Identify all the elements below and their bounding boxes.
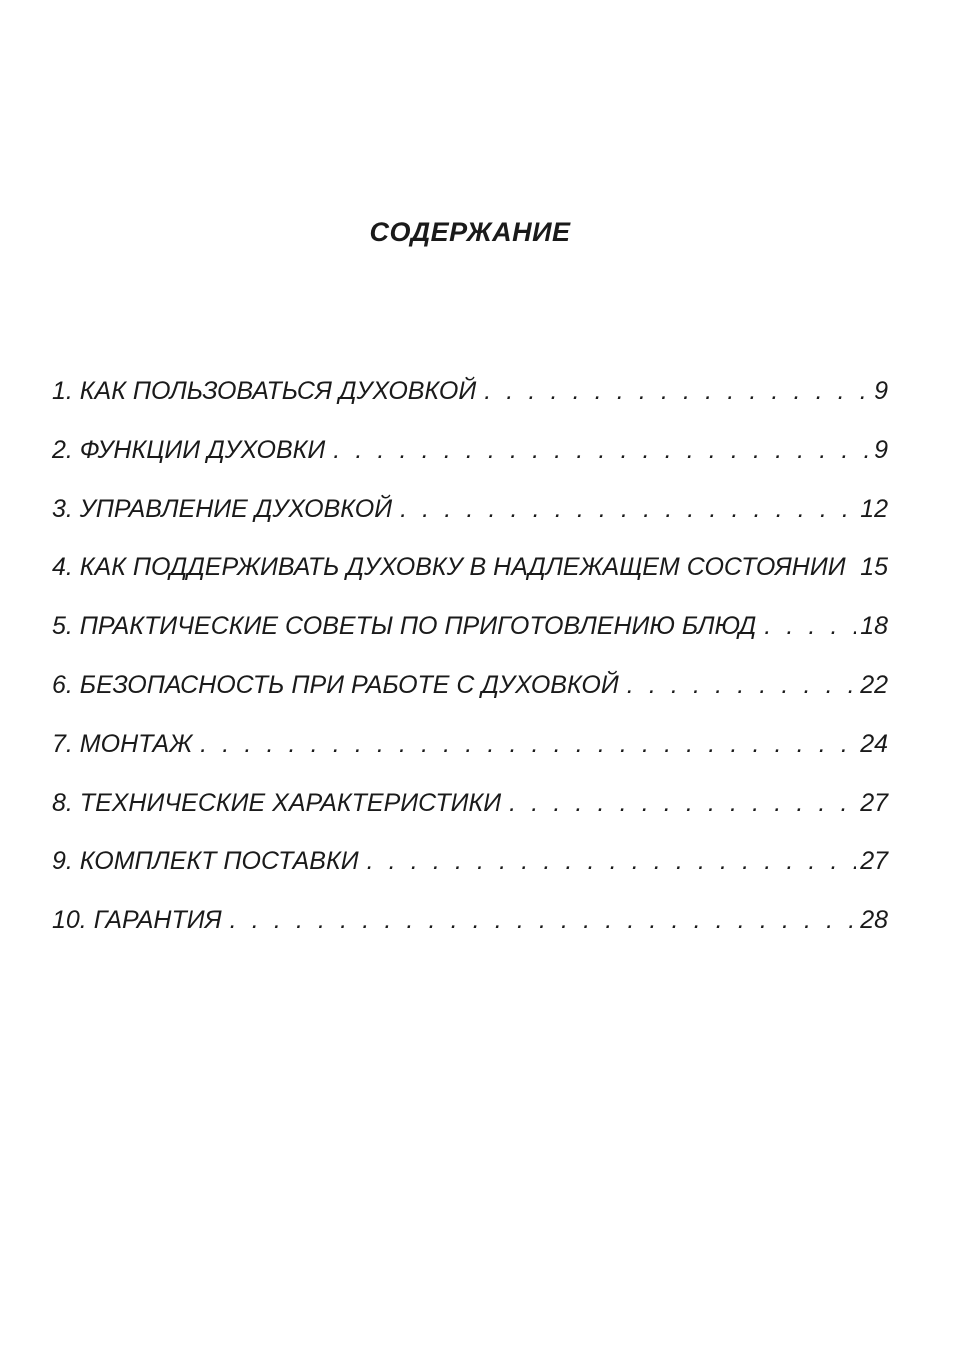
page-title: СОДЕРЖАНИЕ: [369, 217, 571, 248]
toc-entry: [52, 374, 888, 433]
toc-entry-label: 5. ПРАКТИЧЕСКИЕ СОВЕТЫ ПО ПРИГОТОВЛЕНИЮ БЛЮД: [52, 612, 757, 641]
toc-entry-page: 12: [860, 494, 888, 523]
toc-entry-label: 4. КАК ПОДДЕРЖИВАТЬ ДУХОВКУ В НАДЛЕЖАЩЕМ СОСТОЯНИИ: [52, 553, 846, 582]
toc-dot-leader: [764, 609, 856, 643]
toc-entry-label: 7. МОНТАЖ: [52, 729, 193, 758]
toc-entry: [52, 786, 888, 845]
toc-dot-leader: [200, 727, 856, 761]
toc-entry: [52, 492, 888, 551]
toc-dot-leader: [367, 844, 857, 878]
toc-entry-page: 28: [860, 906, 888, 935]
toc-entry: [52, 433, 888, 492]
toc-entry: [52, 844, 888, 903]
toc-entry: [52, 668, 888, 727]
toc-entry: [52, 550, 888, 609]
toc-entry-label: 8. ТЕХНИЧЕСКИЕ ХАРАКТЕРИСТИКИ: [52, 788, 502, 817]
toc-dot-leader: [484, 374, 870, 408]
toc-entry-label: 9. КОМПЛЕКТ ПОСТАВКИ: [52, 847, 359, 876]
toc-entry-page: 22: [860, 670, 888, 699]
toc-dot-leader: [400, 492, 856, 526]
toc-dot-leader: [627, 668, 856, 702]
toc-entry: [52, 727, 888, 786]
toc-entry-page: 24: [860, 729, 888, 758]
toc-entry: [52, 903, 888, 962]
toc-entry-page: 15: [860, 553, 888, 582]
toc-dot-leader: [230, 903, 857, 937]
toc-entry-label: 10. ГАРАНТИЯ: [52, 906, 222, 935]
toc-entry-label: 1. КАК ПОЛЬЗОВАТЬСЯ ДУХОВКОЙ: [52, 377, 477, 405]
toc-entry-page: 27: [860, 847, 888, 876]
toc-entry-page: 9: [874, 435, 888, 464]
toc-entry-page: 18: [860, 612, 888, 641]
table-of-contents: [52, 374, 888, 962]
toc-entry-label: 3. УПРАВЛЕНИЕ ДУХОВКОЙ: [52, 494, 393, 523]
toc-dot-leader: [333, 433, 870, 467]
toc-entry-label: 2. ФУНКЦИИ ДУХОВКИ: [52, 435, 326, 464]
toc-entry: [52, 609, 888, 668]
toc-entry-label: 6. БЕЗОПАСНОСТЬ ПРИ РАБОТЕ С ДУХОВКОЙ: [52, 670, 619, 699]
toc-dot-leader: [509, 786, 856, 820]
toc-entry-page: 9: [874, 377, 888, 405]
toc-entry-page: 27: [860, 788, 888, 817]
